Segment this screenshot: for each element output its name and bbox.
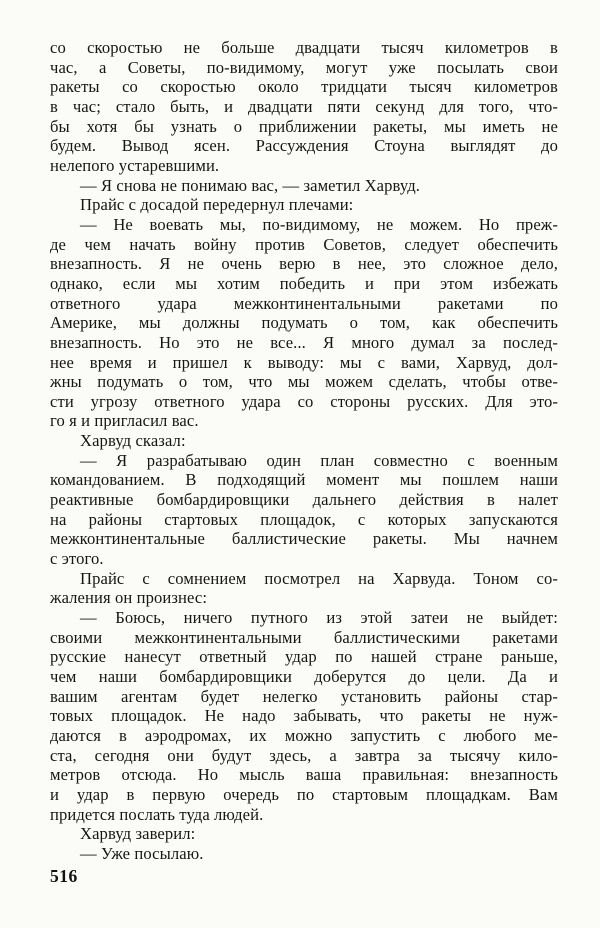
text-line: со скоростью не больше двадцати тысяч километров в: [50, 38, 558, 57]
paragraph: [50, 569, 558, 608]
text-line: ответного удара межконтинентальными ракетами по: [50, 293, 558, 313]
paragraph: [50, 431, 558, 451]
text-line: русские нанесут ответный удар по нашей стране раньше,: [50, 647, 558, 667]
text-line: Прайс с досадой передернул плечами:: [80, 195, 354, 215]
text-line: ракеты со скоростью около тридцати тысяч километров: [50, 77, 558, 97]
text-line: — Я снова не понимаю вас, — заметил Харвуд.: [80, 175, 421, 195]
text-line: Харвуд сказал:: [80, 431, 186, 451]
text-line: нелепого устаревшими.: [50, 155, 220, 175]
text-line: и удар в первую очередь по стартовым площадкам. Вам: [50, 784, 558, 804]
paragraph: [50, 608, 558, 824]
text-line: нее время и пришел к выводу: мы с вами, Харвуд, дол-: [50, 352, 558, 372]
text-line: час, а Советы, по-видимому, могут уже посылать свои: [50, 57, 558, 77]
paragraph: [50, 176, 558, 196]
text-line: го я и пригласил вас.: [50, 411, 199, 431]
paragraph: [50, 215, 558, 431]
text-line: сти угрозу ответного удара со стороны русских. Для это-: [50, 391, 558, 411]
text-line: ста, сегодня они будут здесь, а завтра за тысячу кило-: [50, 745, 558, 765]
text-line: будем. Вывод ясен. Рассуждения Стоуна выглядят до: [50, 136, 558, 156]
text-line: — Не воевать мы, по-видимому, не можем. Но преж-: [80, 214, 558, 234]
text-line: своими межконтинентальными баллистическими ракетами: [50, 627, 558, 647]
text-line: придется послать туда людей.: [50, 804, 264, 824]
paragraph: [50, 844, 558, 864]
text-line: командованием. В подходящий момент мы пошлем наши: [50, 470, 558, 490]
text-line: Прайс с сомнением посмотрел на Харвуда. Тоном со-: [80, 568, 558, 588]
paragraph: [50, 451, 558, 569]
text-line: метров отсюда. Но мысль ваша правильная: внезапность: [50, 765, 558, 785]
text-line: — Уже посылаю.: [80, 843, 204, 863]
text-line: — Я разрабатываю один план совместно с военным: [80, 450, 558, 470]
paragraph: [50, 195, 558, 215]
text-line: чем наши бомбардировщики доберутся до цели. Да и: [50, 667, 558, 686]
text-line: вашим агентам будет нелегко установить районы стар-: [50, 686, 558, 706]
text-line: Харвуд заверил:: [80, 824, 196, 844]
text-line: бы хотя бы узнать о приближении ракеты, мы иметь не: [50, 116, 558, 136]
text-line: жаления он произнес:: [50, 588, 208, 608]
text-line: де чем начать войну против Советов, следует обеспечить: [50, 234, 558, 254]
text-line: реактивные бомбардировщики дальнего действия в налет: [50, 490, 558, 510]
text-line: даются в аэродромах, их можно запустить с любого ме-: [50, 725, 558, 745]
page-number: 516: [50, 866, 78, 886]
text-line: на районы стартовых площадок, с которых запускаются: [50, 509, 558, 529]
text-line: однако, если мы хотим победить и при этом избежать: [50, 273, 558, 293]
paragraph: [50, 38, 558, 176]
text-line: с этого.: [50, 549, 104, 569]
text-line: межконтинентальные баллистические ракеты. Мы начнем: [50, 529, 558, 549]
paragraph: [50, 824, 558, 844]
text-line: в час; стало быть, и двадцати пяти секунд для того, что-: [50, 96, 558, 116]
text-line: внезапность. Я не очень верю в нее, это сложное дело,: [50, 254, 558, 274]
text-line: товых площадок. Не надо забывать, что ракеты не нуж-: [50, 706, 558, 726]
text-line: жны подумать о том, что мы можем сделать, чтобы отве-: [50, 372, 558, 392]
text-line: Америке, мы должны подумать о том, как обеспечить: [50, 313, 558, 333]
text-line: — Боюсь, ничего путного из этой затеи не выйдет:: [80, 608, 558, 628]
text-line: внезапность. Но это не все... Я много думал за послед-: [50, 332, 558, 352]
text-block: [50, 38, 558, 864]
